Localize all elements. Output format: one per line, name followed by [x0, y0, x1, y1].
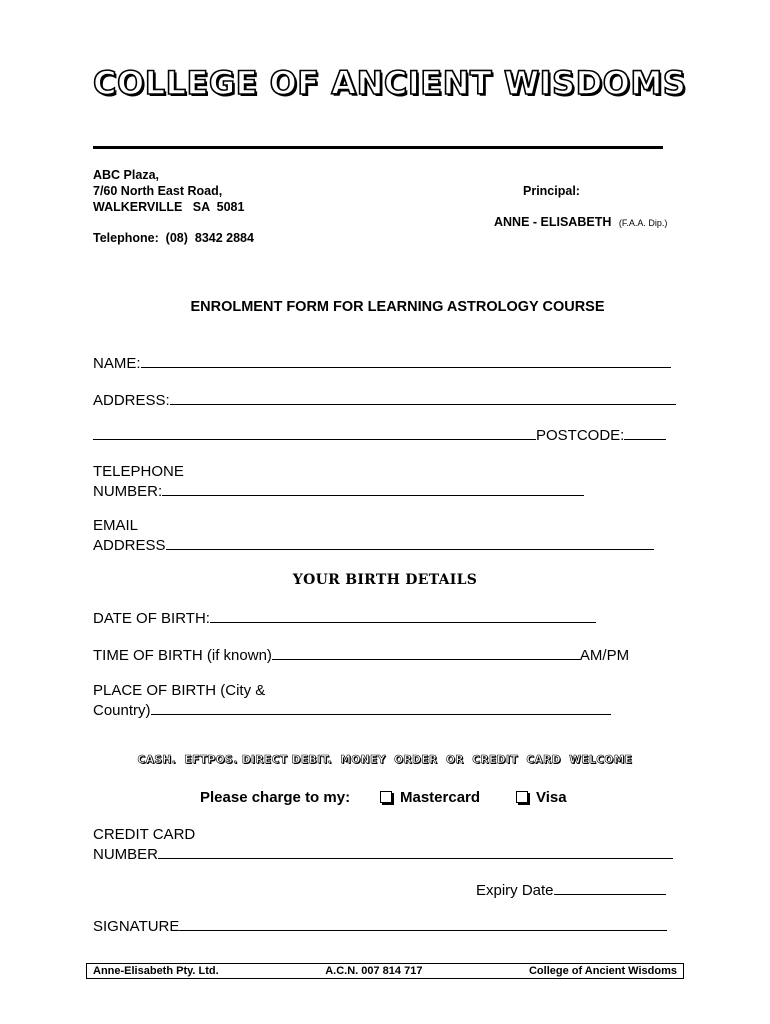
address-line-3: WALKERVILLE SA 5081 [93, 200, 245, 214]
email-label-line1: EMAIL [93, 517, 139, 534]
card-number-field[interactable] [158, 844, 673, 859]
address-field-2[interactable] [93, 425, 536, 440]
signature-label: SIGNATURE [93, 918, 180, 935]
postcode-field[interactable] [624, 425, 666, 440]
tob-row [93, 645, 629, 665]
card-row [93, 844, 673, 864]
ampm-label: AM/PM [579, 647, 630, 664]
card-label-line2: NUMBER [93, 846, 159, 863]
principal-name: ANNE - ELISABETH [494, 215, 612, 229]
signature-field[interactable] [179, 916, 667, 931]
telephone-label-line1: TELEPHONE [93, 463, 184, 480]
telephone-label-line2: NUMBER: [93, 483, 163, 500]
principal-block [494, 214, 667, 231]
address-line-1: ABC Plaza, [93, 168, 159, 182]
address-line-2: 7/60 North East Road, [93, 184, 223, 198]
address-label: ADDRESS: [93, 392, 170, 409]
footer-college: College of Ancient Wisdoms [528, 965, 677, 977]
dob-field[interactable] [210, 608, 596, 623]
footer-acn: A.C.N. 007 814 717 [325, 965, 423, 977]
name-label: NAME: [93, 355, 141, 372]
address-row-2 [93, 425, 666, 445]
principal-label: Principal: [523, 184, 580, 198]
signature-row [93, 916, 667, 936]
expiry-label: Expiry Date [476, 882, 554, 899]
footer-company: Anne-Elisabeth Pty. Ltd. [93, 965, 219, 977]
footer-bar [86, 963, 684, 979]
expiry-field[interactable] [554, 880, 666, 895]
telephone-row [93, 481, 584, 501]
telephone-field[interactable] [162, 481, 584, 496]
charge-label: Please charge to my: [200, 789, 351, 806]
mastercard-option[interactable] [380, 789, 480, 806]
postcode-label: POSTCODE: [536, 427, 625, 444]
address-row [93, 390, 676, 410]
payment-methods-note: CASH. EFTPOS. DIRECT DEBIT. MONEY ORDER OR CREDIT CARD WELCOME [137, 754, 633, 766]
visa-option[interactable] [516, 789, 567, 806]
title-divider [93, 146, 663, 149]
pob-label-line1: PLACE OF BIRTH (City & [93, 682, 266, 699]
mastercard-label: Mastercard [400, 789, 481, 806]
tob-field[interactable] [272, 645, 580, 660]
tob-label: TIME OF BIRTH (if known) [93, 647, 272, 664]
pob-row [93, 700, 611, 720]
expiry-row [476, 880, 666, 900]
principal-qualification: (F.A.A. Dip.) [618, 218, 668, 228]
card-label-line1: CREDIT CARD [93, 826, 196, 843]
college-telephone: Telephone: (08) 8342 2884 [93, 231, 254, 245]
email-row [93, 535, 654, 555]
birth-details-heading: YOUR BIRTH DETAILS [292, 572, 478, 588]
name-field[interactable] [141, 353, 671, 368]
dob-row [93, 608, 596, 628]
mastercard-checkbox[interactable] [380, 791, 392, 803]
college-title: COLLEGE OF ANCIENT WISDOMS [93, 64, 687, 102]
visa-checkbox[interactable] [516, 791, 528, 803]
visa-label: Visa [536, 789, 567, 806]
pob-label-line2: Country) [93, 702, 151, 719]
email-label-line2: ADDRESS [93, 537, 166, 554]
address-field[interactable] [170, 390, 676, 405]
name-row [93, 353, 671, 373]
form-title: ENROLMENT FORM FOR LEARNING ASTROLOGY COURSE [190, 299, 605, 315]
dob-label: DATE OF BIRTH: [93, 610, 210, 627]
pob-field[interactable] [151, 700, 611, 715]
email-field[interactable] [166, 535, 654, 550]
address-block [93, 167, 244, 215]
